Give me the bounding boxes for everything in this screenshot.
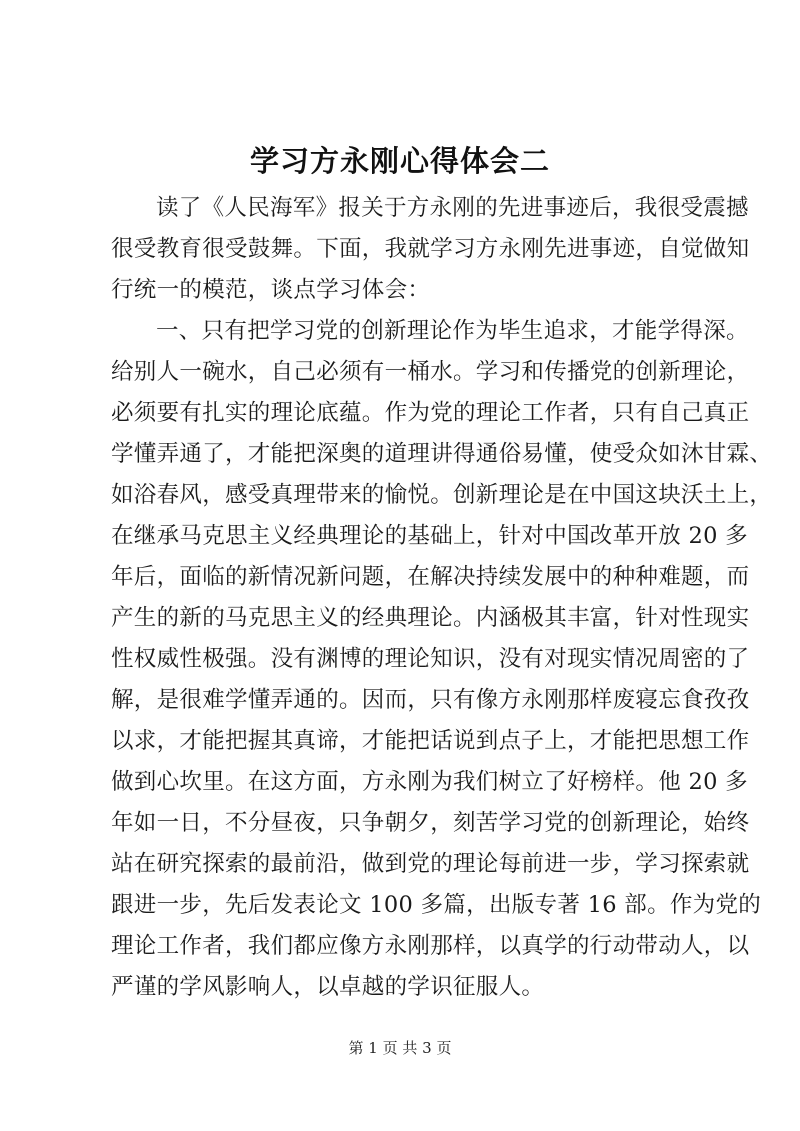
text-line: 年后，面临的新情况新问题，在解决持续发展中的种种难题，而 [111, 564, 750, 590]
text-line: 一、只有把学习党的创新理论作为毕生追求，才能学得深。 [156, 318, 749, 344]
text-line: 读了《人民海军》报关于方永刚的先进事迹后，我很受震撼 [156, 195, 749, 221]
text-line: 做到心坎里。在这方面，方永刚为我们树立了好榜样。他 20 多 [111, 769, 748, 795]
paragraph-2 [111, 311, 773, 1008]
text-line: 严谨的学风影响人，以卓越的学识征服人。 [111, 974, 545, 1000]
text-line: 产生的新的马克思主义的经典理论。内涵极其丰富，针对性现实 [111, 605, 750, 631]
text-line: 跟进一步，先后发表论文 100 多篇，出版专著 16 部。作为党的 [111, 892, 762, 918]
text-line: 很受教育很受鼓舞。下面，我就学习方永刚先进事迹，自觉做知 [111, 236, 750, 262]
text-line: 性权威性极强。没有渊博的理论知识，没有对现实情况周密的了 [111, 646, 750, 672]
text-line: 解，是很难学懂弄通的。因而，只有像方永刚那样废寝忘食孜孜 [111, 687, 750, 713]
document-body [111, 188, 773, 1008]
document-title: 学习方永刚心得体会二 [249, 144, 550, 178]
text-line: 理论工作者，我们都应像方永刚那样，以真学的行动带动人，以 [111, 933, 750, 959]
text-line: 在继承马克思主义经典理论的基础上，针对中国改革开放 20 多 [111, 523, 748, 549]
text-line: 以求，才能把握其真谛，才能把话说到点子上，才能把思想工作 [111, 728, 750, 754]
text-line: 站在研究探索的最前沿，做到党的理论每前进一步，学习探索就 [111, 851, 750, 877]
text-line: 年如一日，不分昼夜，只争朝夕，刻苦学习党的创新理论，始终 [111, 810, 750, 836]
text-line: 行统一的模范，谈点学习体会： [111, 277, 431, 303]
paragraph-1 [111, 188, 750, 311]
text-line: 如浴春风，感受真理带来的愉悦。创新理论是在中国这块沃土上， [111, 482, 773, 508]
page-number-footer: 第 1 页 共 3 页 [348, 1039, 452, 1057]
text-line: 给别人一碗水，自己必须有一桶水。学习和传播党的创新理论， [111, 359, 750, 385]
text-line: 学懂弄通了，才能把深奥的道理讲得通俗易懂，使受众如沐甘霖、 [111, 441, 773, 467]
text-line: 必须要有扎实的理论底蕴。作为党的理论工作者，只有自己真正 [111, 400, 750, 426]
